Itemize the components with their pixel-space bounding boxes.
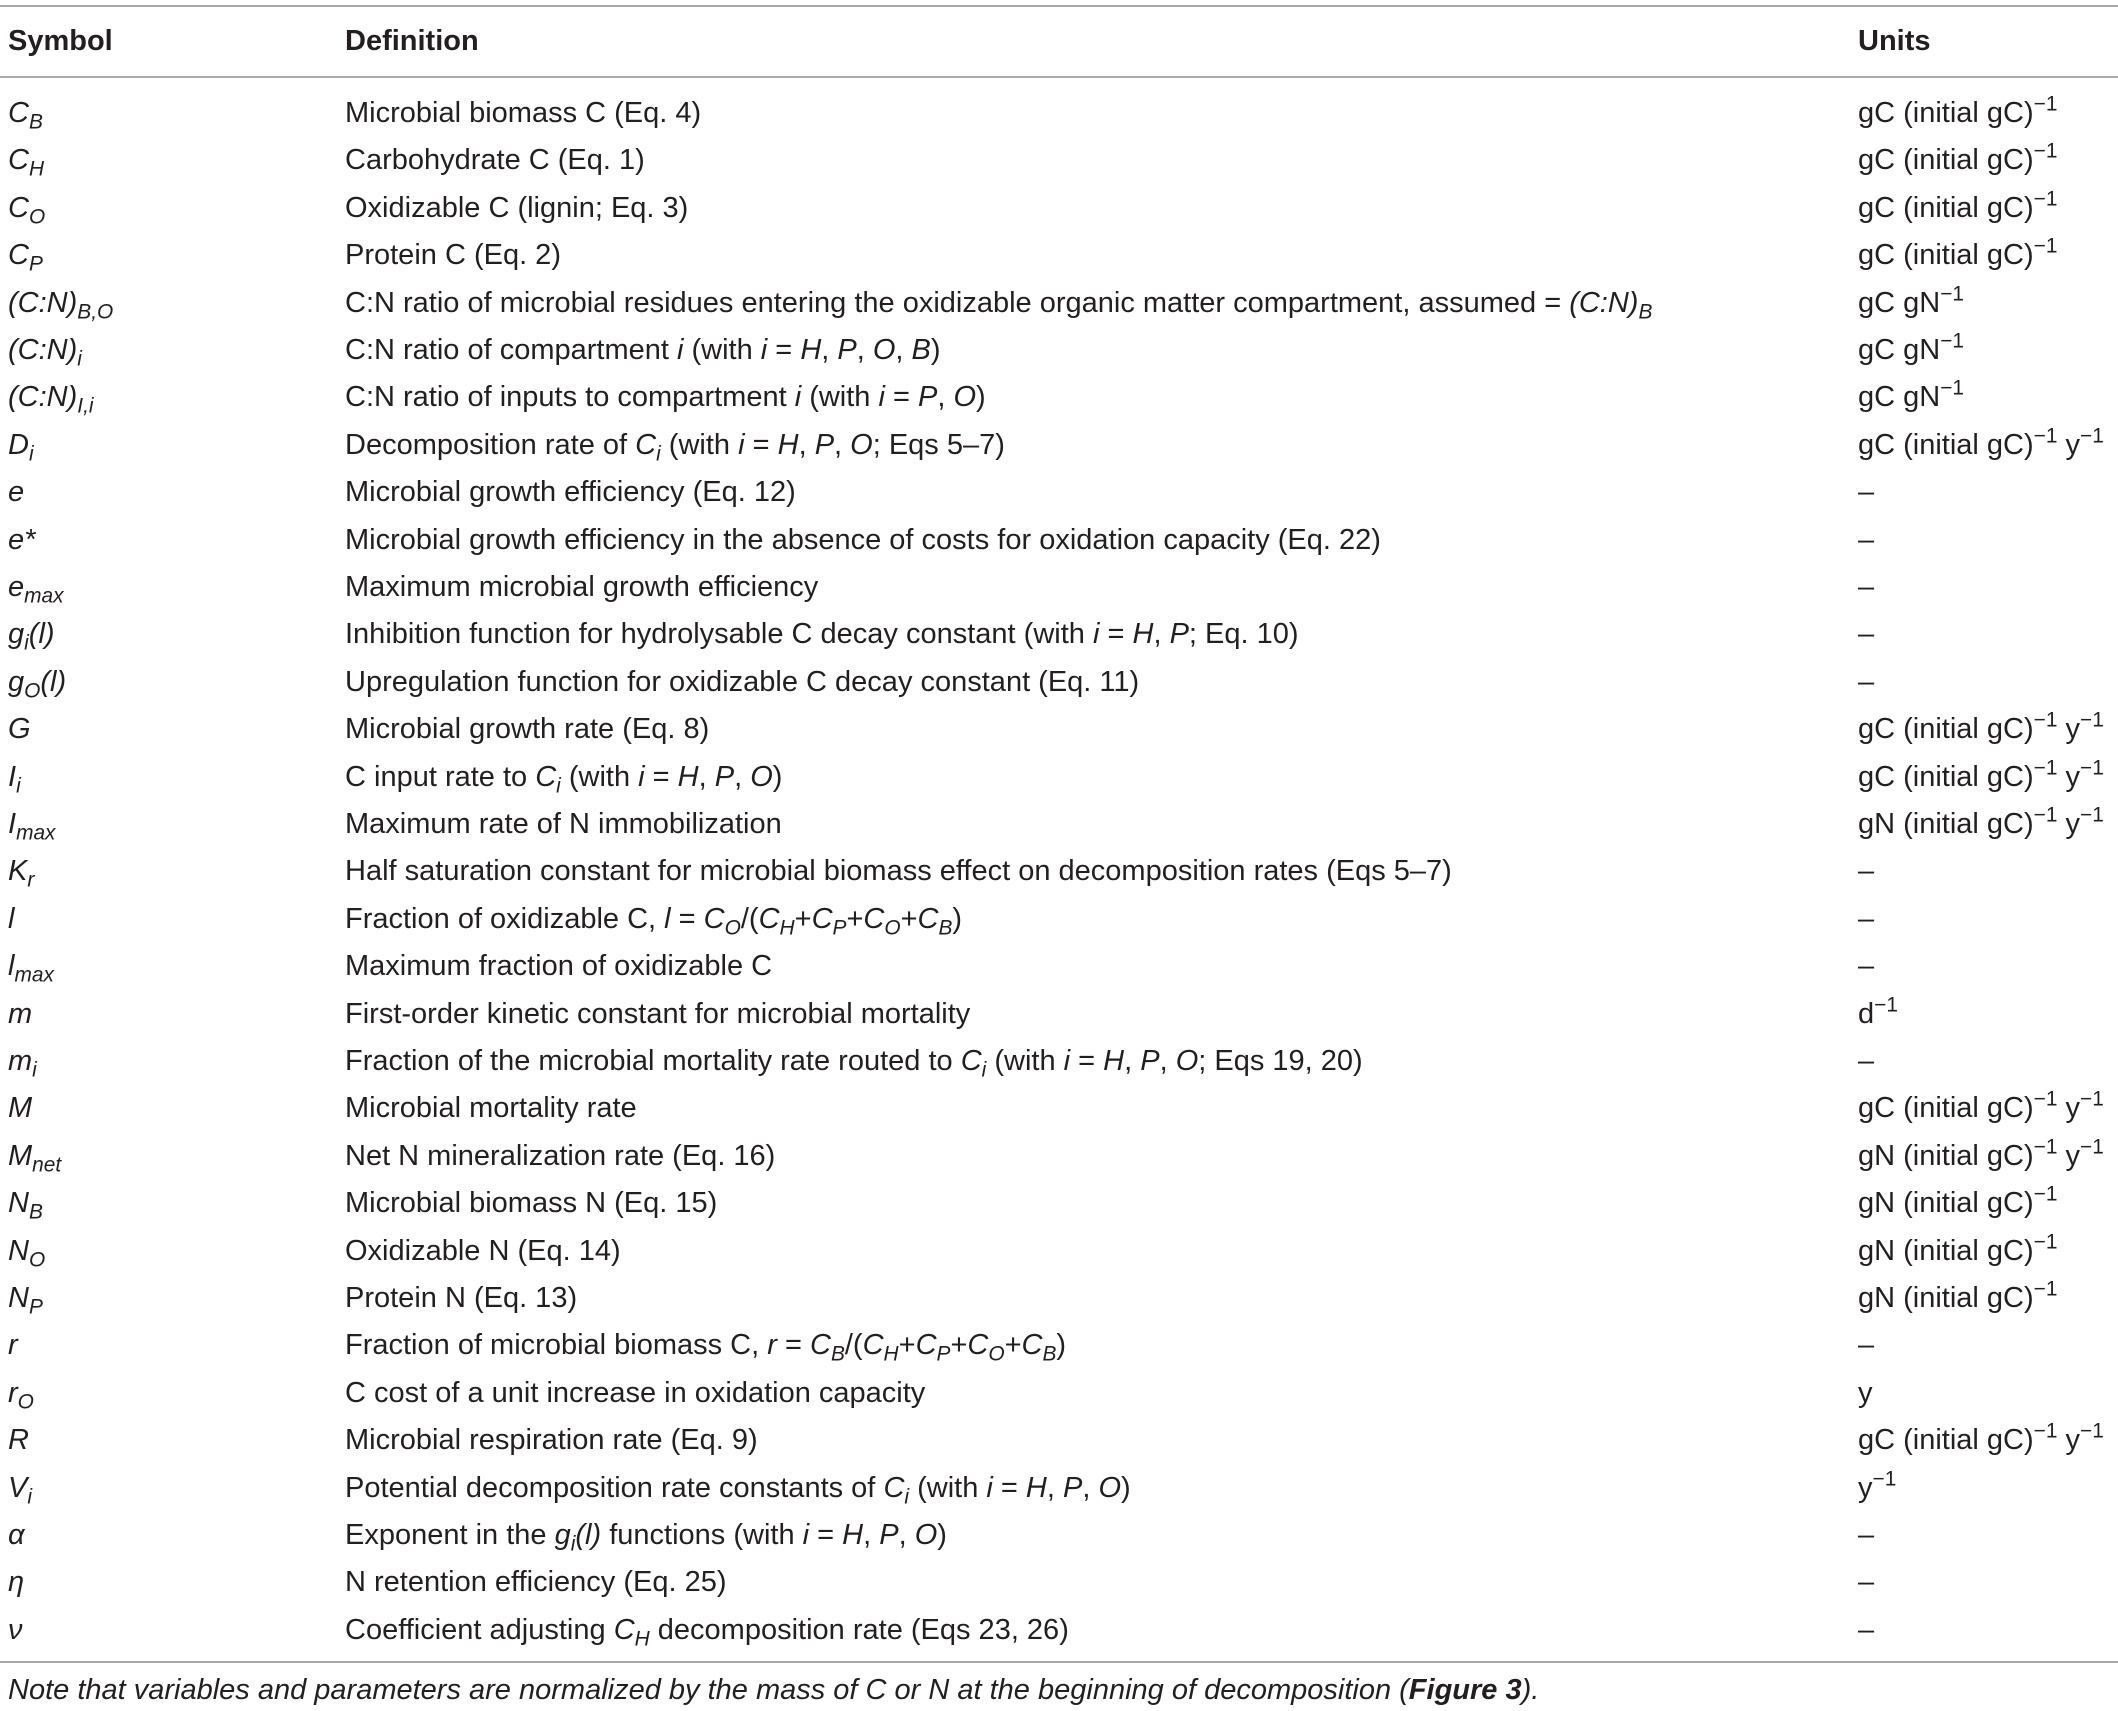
table-row <box>0 469 2118 516</box>
definition-cell: First-order kinetic constant for microbial mortality <box>345 997 971 1030</box>
units-cell: – <box>1858 1566 1875 1599</box>
definition-cell: C input rate to $C_i$ (with i = H, P, O) <box>345 760 783 797</box>
definition-cell: Oxidizable N (Eq. 14) <box>345 1234 621 1267</box>
units-cell: $y^{-1}$ <box>1858 1467 1897 1504</box>
table-row <box>0 517 2118 564</box>
table-row <box>0 1559 2118 1606</box>
table-row <box>0 1322 2118 1369</box>
units-cell: gC (initial gC)$^{-1}$ <box>1858 234 2058 272</box>
symbol-cell: $V_i$ <box>8 1471 32 1508</box>
definition-cell: Maximum rate of N immobilization <box>345 808 782 840</box>
units-cell: – <box>1858 950 1875 983</box>
units-cell: gC (initial gC)$^{-1}$ <box>1858 187 2058 224</box>
definition-cell: N retention efficiency (Eq. 25) <box>345 1566 727 1599</box>
table-row <box>0 754 2118 801</box>
symbol-cell: ν <box>8 1613 23 1646</box>
table-row <box>0 1370 2118 1417</box>
table-row <box>0 611 2118 658</box>
table-row <box>0 991 2118 1038</box>
table-row <box>0 848 2118 895</box>
definition-cell: Maximum microbial growth efficiency <box>345 571 819 603</box>
table-row <box>0 1607 2118 1654</box>
table-row <box>0 137 2118 184</box>
definition-cell: Fraction of oxidizable C, $l = C_O/(C_H+C_P+C_O+C_B)$ <box>345 902 963 940</box>
symbol-cell: $C_B$ <box>8 97 43 134</box>
definition-cell: Microbial biomass C (Eq. 4) <box>345 97 702 129</box>
symbol-cell: $N_P$ <box>8 1282 43 1319</box>
units-cell: – <box>1858 476 1875 509</box>
symbol-cell: e* <box>8 523 36 556</box>
table-row <box>0 232 2118 279</box>
table-row <box>0 422 2118 469</box>
units-cell: y <box>1858 1376 1873 1409</box>
table-row <box>0 706 2118 753</box>
table-row <box>0 801 2118 848</box>
definition-cell: Fraction of the microbial mortality rate routed to $C_i$ (with i = H, P, O; Eqs 19, 20) <box>345 1045 1363 1082</box>
units-cell: gC (initial gC)$^{-1}$ <box>1858 139 2058 177</box>
units-cell: – <box>1858 571 1875 603</box>
definition-cell: C:N ratio of microbial residues entering the oxidizable organic matter compartment, assumed = $(C:N)_B$ <box>345 286 1653 323</box>
symbol-cell: $C_O$ <box>8 191 46 229</box>
symbol-cell: R <box>8 1424 29 1457</box>
definition-cell: Oxidizable C (lignin; Eq. 3) <box>345 191 689 224</box>
definition-cell: Upregulation function for oxidizable C decay constant (Eq. 11) <box>345 665 1140 698</box>
symbol-cell: $N_O$ <box>8 1234 46 1271</box>
header-units: Units <box>1858 25 1931 57</box>
table-row <box>0 1228 2118 1275</box>
table-row <box>0 185 2118 232</box>
table-row <box>0 374 2118 421</box>
units-cell: gC (initial gC)$^{-1}$ $y^{-1}$ <box>1858 756 2104 793</box>
table-row <box>0 1038 2118 1085</box>
definition-cell: Exponent in the $g_i(l)$ functions (with i = H, P, O) <box>345 1519 947 1556</box>
units-cell: gC (initial gC)$^{-1}$ $y^{-1}$ <box>1858 1419 2104 1457</box>
units-cell: – <box>1858 523 1875 556</box>
symbol-cell: η <box>8 1566 25 1599</box>
units-cell: – <box>1858 1329 1875 1362</box>
table-row <box>0 280 2118 327</box>
units-cell: gN (initial gC)$^{-1}$ $y^{-1}$ <box>1858 1135 2104 1172</box>
units-cell: gC $gN^{-1}$ <box>1858 282 1965 319</box>
symbol-cell: $g_i(l)$ <box>8 618 55 655</box>
symbol-cell: $g_O(l)$ <box>8 665 67 703</box>
symbol-cell: $I_i$ <box>8 760 21 797</box>
table-row <box>0 1085 2118 1132</box>
symbol-cell: $N_B$ <box>8 1187 43 1224</box>
units-cell: – <box>1858 1045 1875 1077</box>
definition-cell: Microbial biomass N (Eq. 15) <box>345 1187 718 1220</box>
units-cell: – <box>1858 855 1875 888</box>
symbol-cell: $r_O$ <box>8 1376 34 1414</box>
definition-cell: Maximum fraction of oxidizable C <box>345 950 773 983</box>
symbol-cell: m <box>8 997 33 1030</box>
symbol-cell: e <box>8 476 25 509</box>
symbol-cell: $l_{max}$ <box>8 950 54 987</box>
table-row <box>0 564 2118 611</box>
symbol-cell: $K_r$ <box>8 855 35 892</box>
symbol-cell: $(C:N)_i$ <box>8 334 82 371</box>
units-cell: – <box>1858 665 1875 698</box>
definition-cell: Microbial respiration rate (Eq. 9) <box>345 1424 758 1457</box>
symbol-cell: $I_{max}$ <box>8 808 56 845</box>
symbol-cell: $C_P$ <box>8 239 43 276</box>
symbol-cell: l <box>8 902 15 935</box>
definition-cell: C:N ratio of inputs to compartment i (with i = P, O) <box>345 381 986 414</box>
definition-cell: Half saturation constant for microbial biomass effect on decomposition rates (Eqs 5–7) <box>345 855 1452 888</box>
symbol-cell: r <box>8 1329 18 1362</box>
symbol-cell: $m_i$ <box>8 1045 37 1082</box>
table-row <box>0 1465 2118 1512</box>
definition-cell: Microbial growth efficiency in the absence of costs for oxidation capacity (Eq. 22) <box>345 523 1381 556</box>
table-bottom-rule <box>0 1661 2118 1663</box>
definition-cell: C cost of a unit increase in oxidation capacity <box>345 1376 926 1409</box>
table-row <box>0 659 2118 706</box>
definition-cell: Decomposition rate of $C_i$ (with i = H, P, O; Eqs 5–7) <box>345 428 1005 466</box>
table-row <box>0 896 2118 943</box>
table-top-rule <box>0 5 2118 7</box>
units-cell: – <box>1858 1519 1875 1551</box>
definition-cell: Fraction of microbial biomass C, $r = C_B/(C_H+C_P+C_O+C_B)$ <box>345 1329 1067 1366</box>
units-cell: – <box>1858 902 1875 935</box>
units-cell: $d^{-1}$ <box>1858 993 1898 1030</box>
header-definition: Definition <box>345 25 479 57</box>
definition-cell: Coefficient adjusting $C_H$ decomposition rate (Eqs 23, 26) <box>345 1613 1069 1651</box>
symbol-cell: G <box>8 713 31 746</box>
symbol-cell: $M_{net}$ <box>8 1139 62 1177</box>
table-note: Note that variables and parameters are normalized by the mass of C or N at the beginning of decomposition (Figure 3). <box>8 1674 1540 1706</box>
definition-cell: Carbohydrate C (Eq. 1) <box>345 144 645 177</box>
units-cell: gC (initial gC)$^{-1}$ $y^{-1}$ <box>1858 1087 2104 1125</box>
symbol-cell: $D_i$ <box>8 428 34 466</box>
units-cell: – <box>1858 1613 1875 1646</box>
table-row <box>0 1417 2118 1464</box>
definition-cell: Microbial growth rate (Eq. 8) <box>345 713 710 746</box>
units-cell: gC $gN^{-1}$ <box>1858 329 1965 366</box>
header-rule <box>0 76 2118 78</box>
definition-cell: C:N ratio of compartment i (with i = H, P, O, B) <box>345 334 941 366</box>
definition-cell: Inhibition function for hydrolysable C decay constant (with i = H, P; Eq. 10) <box>345 618 1299 651</box>
units-cell: gN (initial gC)$^{-1}$ <box>1858 1230 2058 1267</box>
units-cell: gN (initial gC)$^{-1}$ <box>1858 1277 2058 1314</box>
units-cell: gN (initial gC)$^{-1}$ <box>1858 1182 2058 1220</box>
units-cell: gC (initial gC)$^{-1}$ $y^{-1}$ <box>1858 708 2104 746</box>
units-cell: gC (initial gC)$^{-1}$ <box>1858 92 2058 129</box>
definition-cell: Microbial mortality rate <box>345 1092 637 1125</box>
table-row <box>0 1275 2118 1322</box>
symbol-cell: $C_H$ <box>8 144 45 181</box>
table-row <box>0 1180 2118 1227</box>
table-row <box>0 1133 2118 1180</box>
symbol-cell: $e_{max}$ <box>8 571 64 608</box>
table-row <box>0 1512 2118 1559</box>
definition-cell: Net N mineralization rate (Eq. 16) <box>345 1139 776 1172</box>
table-row <box>0 943 2118 990</box>
symbol-cell: $(C:N)_{I,i}$ <box>8 381 94 418</box>
table-row <box>0 327 2118 374</box>
definition-cell: Protein N (Eq. 13) <box>345 1282 578 1314</box>
definition-cell: Protein C (Eq. 2) <box>345 239 561 272</box>
units-cell: – <box>1858 618 1875 651</box>
table-row <box>0 90 2118 137</box>
units-cell: gC $gN^{-1}$ <box>1858 376 1965 414</box>
header-symbol: Symbol <box>8 25 113 57</box>
units-cell: gN (initial gC)$^{-1}$ $y^{-1}$ <box>1858 803 2104 840</box>
symbol-cell: M <box>8 1092 33 1125</box>
units-cell: gC (initial gC)$^{-1}$ $y^{-1}$ <box>1858 424 2104 461</box>
definition-cell: Microbial growth efficiency (Eq. 12) <box>345 476 796 509</box>
symbol-cell: $(C:N)_{B,O}$ <box>8 286 114 323</box>
symbol-cell: α <box>8 1519 25 1551</box>
definition-cell: Potential decomposition rate constants of $C_i$ (with i = H, P, O) <box>345 1471 1131 1508</box>
